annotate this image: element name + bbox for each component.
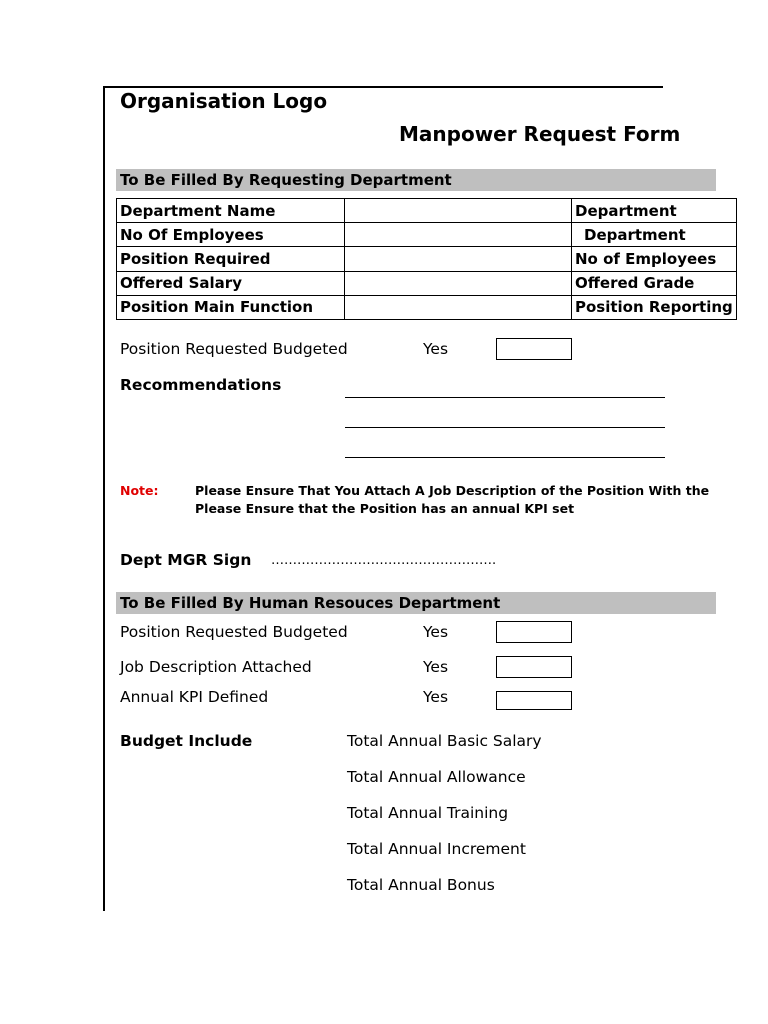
section-title: To Be Filled By Human Resouces Department <box>120 594 501 612</box>
budget-item: Total Annual Training <box>347 804 509 822</box>
budget-item: Total Annual Basic Salary <box>347 732 542 750</box>
recommendation-line-2[interactable] <box>345 427 665 428</box>
hr-position-budgeted-label: Position Requested Budgeted <box>120 623 348 641</box>
position-reporting-label: Position Reporting <box>572 295 737 319</box>
budgeted-yes-label: Yes <box>423 340 449 358</box>
section-hr-department-header <box>116 592 716 614</box>
annual-kpi-defined-label: Annual KPI Defined <box>120 688 269 706</box>
note-label: Note: <box>120 483 159 498</box>
position-required-label: Position Required <box>117 247 345 271</box>
form-title: Manpower Request Form <box>399 122 681 146</box>
table-row <box>117 271 737 295</box>
department-name-label: Department Name <box>117 199 345 223</box>
hr-budgeted-yes-label: Yes <box>423 623 449 641</box>
position-required-field[interactable] <box>345 247 572 271</box>
table-row <box>117 295 737 319</box>
offered-salary-field[interactable] <box>345 271 572 295</box>
signature-line[interactable]: ……………………………………………. <box>271 553 497 568</box>
table-row <box>117 247 737 271</box>
budget-item: Total Annual Increment <box>347 840 526 858</box>
section-requesting-department-header <box>116 169 716 191</box>
budgeted-yes-checkbox[interactable] <box>496 338 572 360</box>
note-line-2: Please Ensure that the Position has an annual KPI set <box>195 501 575 516</box>
position-main-function-field[interactable] <box>345 295 572 319</box>
hr-budgeted-yes-checkbox[interactable] <box>496 621 572 643</box>
position-main-function-label: Position Main Function <box>117 295 345 319</box>
department-name-field[interactable] <box>345 199 572 223</box>
department-label: Department <box>572 199 737 223</box>
section-title: To Be Filled By Requesting Department <box>120 171 452 189</box>
recommendations-label: Recommendations <box>120 376 282 394</box>
organisation-logo-text: Organisation Logo <box>120 89 328 113</box>
note-line-1: Please Ensure That You Attach A Job Description of the Position With the <box>195 483 710 498</box>
table-row <box>117 223 737 247</box>
table-row <box>117 199 737 223</box>
no-of-employees-field[interactable] <box>345 223 572 247</box>
department-label-2: Department <box>572 223 737 247</box>
no-of-employees-right-label: No of Employees <box>572 247 737 271</box>
no-of-employees-label: No Of Employees <box>117 223 345 247</box>
page-left-border <box>103 86 105 911</box>
budget-item: Total Annual Bonus <box>347 876 495 894</box>
job-description-yes-label: Yes <box>423 658 449 676</box>
job-description-yes-checkbox[interactable] <box>496 656 572 678</box>
dept-mgr-sign-label: Dept MGR Sign <box>120 551 252 569</box>
recommendation-line-3[interactable] <box>345 457 665 458</box>
budget-include-label: Budget Include <box>120 732 253 750</box>
department-info-table <box>116 198 737 320</box>
offered-salary-label: Offered Salary <box>117 271 345 295</box>
budget-item: Total Annual Allowance <box>347 768 526 786</box>
offered-grade-label: Offered Grade <box>572 271 737 295</box>
annual-kpi-yes-checkbox[interactable] <box>496 691 572 710</box>
page-top-border <box>103 86 663 88</box>
job-description-attached-label: Job Description Attached <box>120 658 312 676</box>
annual-kpi-yes-label: Yes <box>423 688 449 706</box>
position-budgeted-label: Position Requested Budgeted <box>120 340 348 358</box>
recommendation-line-1[interactable] <box>345 397 665 398</box>
